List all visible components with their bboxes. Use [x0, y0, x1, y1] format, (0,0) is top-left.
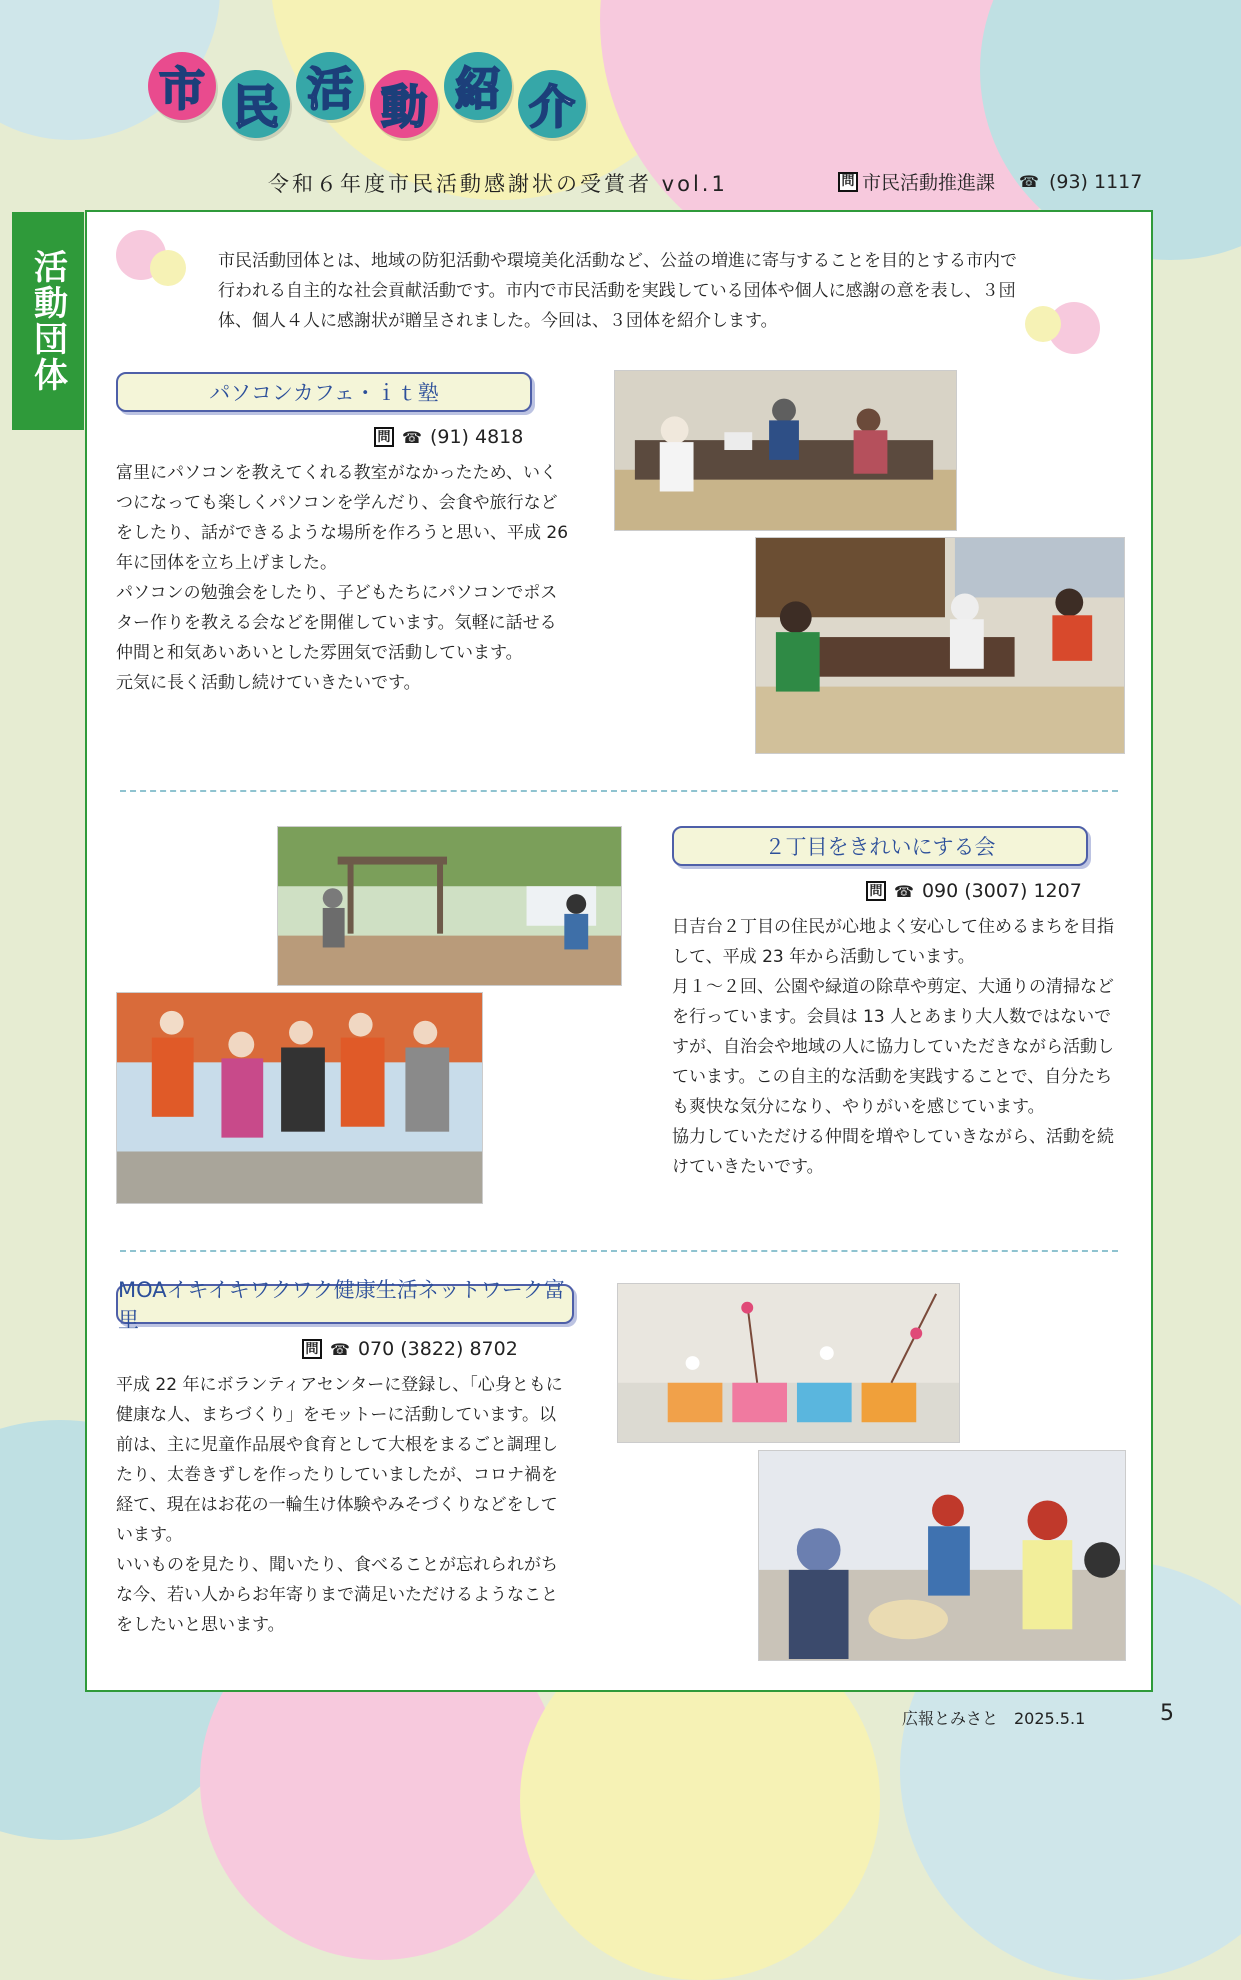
photo-pc-class-2 [755, 537, 1125, 754]
page-number: 5 [1160, 1701, 1174, 1726]
contact-icon: 問 [838, 172, 858, 192]
title-char: 市 [148, 52, 216, 120]
group-text-1 [116, 458, 571, 698]
paragraph: 元気に長く活動し続けていきたいです。 [116, 673, 421, 693]
group-tel-1: (91) 4818 [429, 426, 524, 448]
phone-icon: ☎ [402, 427, 422, 447]
group-name-2: ２丁目をきれいにする会 [672, 826, 1088, 866]
phone-icon: ☎ [894, 881, 914, 901]
photo-miso-making [758, 1450, 1126, 1661]
phone-icon: ☎ [330, 1339, 350, 1359]
decor-dot [150, 250, 186, 286]
dept-tel: (93) 1117 [1048, 170, 1143, 193]
section-divider [120, 1250, 1118, 1252]
title-char: 介 [518, 70, 586, 138]
paragraph: パソコンの勉強会をしたり、子どもたちにパソコンでポスター作りを教える会などを開催しています。気軽に話せる仲間と和気あいあいとした雰囲気で活動しています。 [116, 583, 558, 663]
section-tab: 活動団体 [12, 212, 84, 430]
phone-icon: ☎ [1019, 172, 1039, 191]
photo-flower-arrangements [617, 1283, 960, 1443]
title-char: 活 [296, 52, 364, 120]
group-name-1: パソコンカフェ・ｉｔ塾 [116, 372, 532, 412]
group-text-2 [672, 912, 1127, 1182]
group-tel-3: 070 (3822) 8702 [357, 1338, 518, 1360]
decor-dot [1025, 306, 1061, 342]
publication-info: 広報とみさと 2025.5.1 [902, 1709, 1086, 1728]
photo-pc-class-1 [614, 370, 957, 531]
title-char: 民 [222, 70, 290, 138]
group-contact-1 [374, 426, 523, 448]
paragraph: 平成 22 年にボランティアセンターに登録し、「心身ともに健康な人、まちづくり」をモットーに活動しています。以前は、主に児童作品展や食育として大根をまるごと調理したり、太巻きずしを作ったりしていましたが、コロナ禍を経て、現在はお花の一輪生け体験やみそづくりなどをしています。 [116, 1375, 563, 1545]
paragraph: いいものを見たり、聞いたり、食べることが忘れられがちな今、若い人からお年寄りまで満足いただけるようなことをしたいと思います。 [116, 1555, 558, 1635]
group-contact-2 [866, 880, 1082, 902]
group-contact-3 [302, 1338, 518, 1360]
dept-name: 市民活動推進課 [862, 172, 996, 194]
page-title [148, 52, 586, 138]
contact-icon: 問 [866, 881, 886, 901]
paragraph: 日吉台２丁目の住民が心地よく安心して住めるまちを目指して、平成 23 年から活動しています。 [672, 917, 1114, 967]
group-name-3: MOAイキイキワクワク健康生活ネットワーク富里 [116, 1284, 574, 1324]
title-char: 紹 [444, 52, 512, 120]
section-divider [120, 790, 1118, 792]
header-contact [838, 168, 1142, 195]
paragraph: 富里にパソコンを教えてくれる教室がなかったため、いくつになっても楽しくパソコンを学んだり、会食や旅行などをしたり、話ができるような場所を作ろうと思い、平成 26 年に団体を立ち上げました。 [116, 463, 569, 573]
photo-group-members [116, 992, 483, 1204]
group-tel-2: 090 (3007) 1207 [921, 880, 1082, 902]
group-text-3 [116, 1370, 571, 1640]
paragraph: 協力していただける仲間を増やしていきながら、活動を続けていきたいです。 [672, 1127, 1114, 1177]
paragraph: 月１～２回、公園や緑道の除草や剪定、大通りの清掃などを行っています。会員は 13 人とあまり大人数ではないですが、自治会や地域の人に協力していただきながら活動しています。この自主的な活動を実践することで、自分たちも爽快な気分になり、やりがいを感じています。 [672, 977, 1114, 1117]
page-subtitle: 令和６年度市民活動感謝状の受賞者 vol.1 [268, 172, 728, 196]
title-char: 動 [370, 70, 438, 138]
photo-park-cleanup [277, 826, 622, 986]
intro-text: 市民活動団体とは、地域の防犯活動や環境美化活動など、公益の増進に寄与することを目的とする市内で行われる自主的な社会貢献活動です。市内で市民活動を実践している団体や個人に感謝の意を表し、３団体、個人４人に感謝状が贈呈されました。今回は、３団体を紹介します。 [218, 251, 1017, 331]
contact-icon: 問 [302, 1339, 322, 1359]
contact-icon: 問 [374, 427, 394, 447]
